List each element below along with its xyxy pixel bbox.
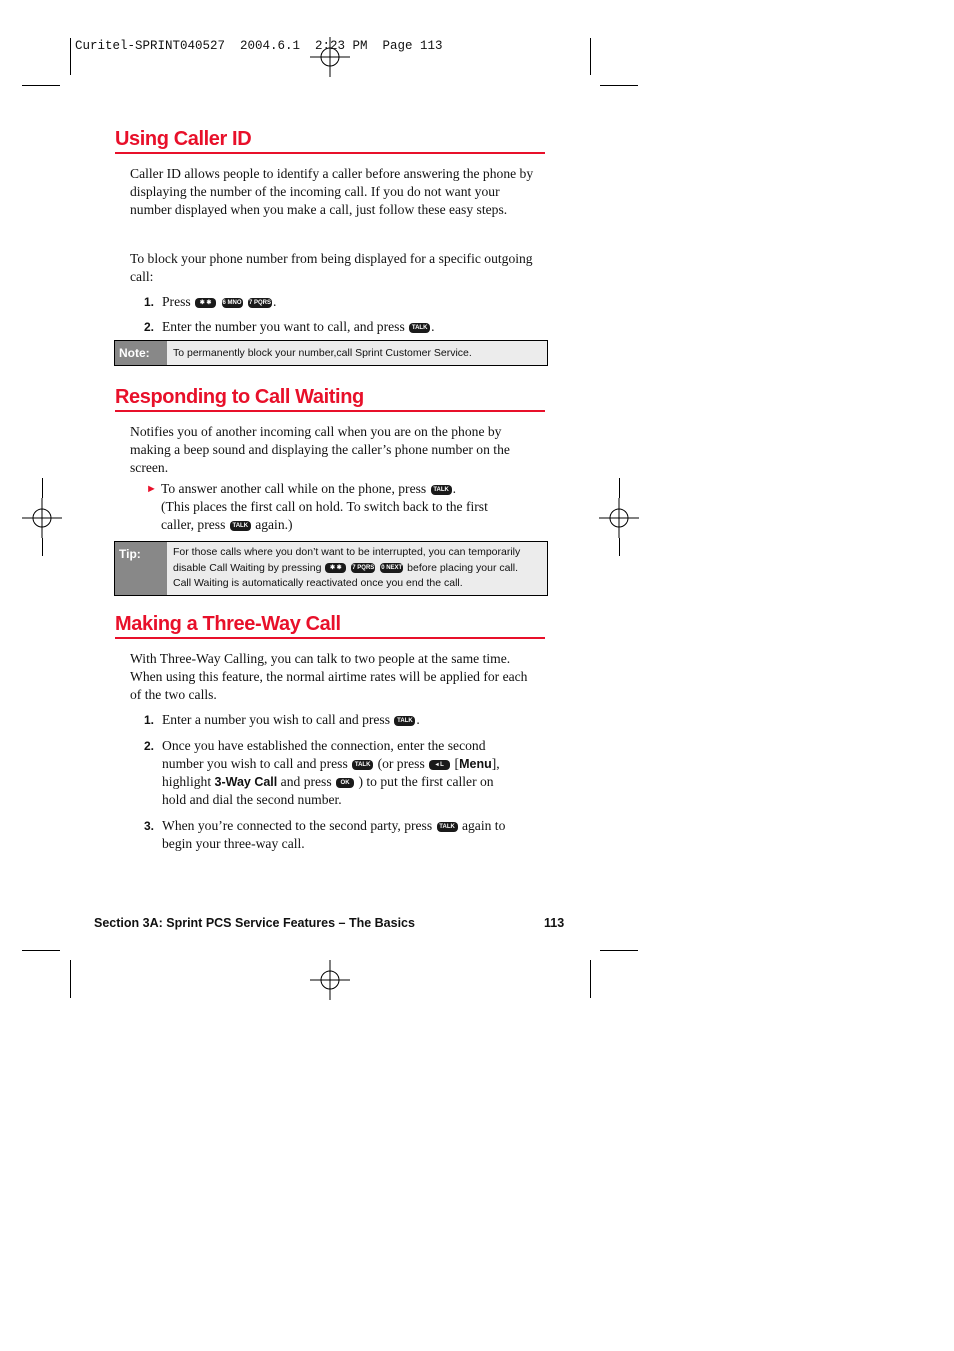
- talk-key-icon: TALK: [437, 822, 458, 832]
- bullet-arrow-icon: ►: [146, 483, 157, 495]
- talk-key-icon: TALK: [230, 521, 251, 531]
- section-title-caller-id: Using Caller ID: [115, 127, 545, 154]
- paragraph: Caller ID allows people to identify a caller before answering the phone by displaying the number of the incoming call. If you do not want your number displayed when you make a call, just follow these easy steps.: [130, 166, 534, 217]
- crop-mark: [590, 960, 591, 998]
- six-key-icon: 6 MNO: [222, 299, 242, 306]
- crop-mark: [22, 85, 60, 86]
- star-key-icon: ✱ ✱: [195, 298, 216, 308]
- paragraph: Notifies you of another incoming call when you are on the phone by making a beep sound and displaying the caller’s phone number on the screen.: [130, 424, 510, 475]
- footer-section: Section 3A: Sprint PCS Service Features – The Basics: [94, 916, 415, 930]
- seven-key-icon: 7 PQRS: [248, 299, 271, 306]
- registration-mark-icon: [22, 498, 62, 538]
- page-number: 113: [544, 916, 565, 930]
- crop-mark: [42, 478, 43, 498]
- zero-key-icon: 0 NEXT: [381, 564, 403, 571]
- list-item: 2. Once you have established the connection, enter the second number you wish to call and press TALK (or press ◂ L [Menu], highlight 3-Way Call and press OK ) to put the first caller on hold and dial the second number.: [144, 738, 500, 807]
- print-slug: Curitel-SPRINT040527 2004.6.1 2:23 PM Page 113: [75, 39, 443, 53]
- crop-mark: [619, 538, 620, 556]
- note-text: To permanently block your number,call Sprint Customer Service.: [173, 347, 472, 359]
- talk-key-icon: TALK: [431, 485, 452, 495]
- seven-key-icon: 7 PQRS: [352, 564, 375, 571]
- tip-label: Tip:: [115, 542, 167, 595]
- list-item: 2. Enter the number you want to call, and press TALK .: [144, 319, 435, 334]
- crop-mark: [600, 950, 638, 951]
- list-item: 1. Enter a number you wish to call and press TALK .: [144, 712, 420, 727]
- tip-text: For those calls where you don’t want to be interrupted, you can temporarily disable Call Waiting by pressing ✱ ✱ 7 PQRS 0 NEXT before placing your call. Call Waiting is automatically reactivated once you end the call.: [173, 546, 521, 589]
- crop-mark: [22, 950, 60, 951]
- section-title-call-waiting: Responding to Call Waiting: [115, 385, 545, 412]
- crop-mark: [590, 38, 591, 75]
- talk-key-icon: TALK: [409, 323, 430, 333]
- crop-mark: [600, 85, 638, 86]
- talk-key-icon: TALK: [394, 716, 415, 726]
- paragraph: With Three-Way Calling, you can talk to two people at the same time. When using this feature, the normal airtime rates will be applied for each of the two calls.: [130, 651, 528, 702]
- ok-key-icon: OK: [336, 778, 354, 788]
- registration-mark-icon: [310, 960, 350, 1000]
- paragraph: To block your phone number from being displayed for a specific outgoing call:: [130, 251, 533, 284]
- note-box: [114, 340, 548, 366]
- section-title-three-way: Making a Three-Way Call: [115, 612, 545, 639]
- crop-mark: [70, 960, 71, 998]
- crop-mark: [619, 478, 620, 498]
- list-item: 1. Press ✱ ✱ 6 MNO 7 PQRS .: [144, 294, 277, 309]
- list-item: ► To answer another call while on the phone, press TALK . (This places the first call on hold. To switch back to the first caller, press TALK again.): [146, 481, 488, 532]
- list-item: 3. When you’re connected to the second party, press TALK again to begin your three-way call.: [144, 818, 506, 851]
- note-label: Note:: [115, 341, 167, 365]
- star-key-icon: ✱ ✱: [325, 563, 346, 573]
- registration-mark-icon: [599, 498, 639, 538]
- menu-softkey-icon: ◂ L: [429, 760, 450, 770]
- tip-box: [114, 541, 548, 596]
- crop-mark: [42, 538, 43, 556]
- talk-key-icon: TALK: [352, 760, 373, 770]
- crop-mark: [70, 38, 71, 75]
